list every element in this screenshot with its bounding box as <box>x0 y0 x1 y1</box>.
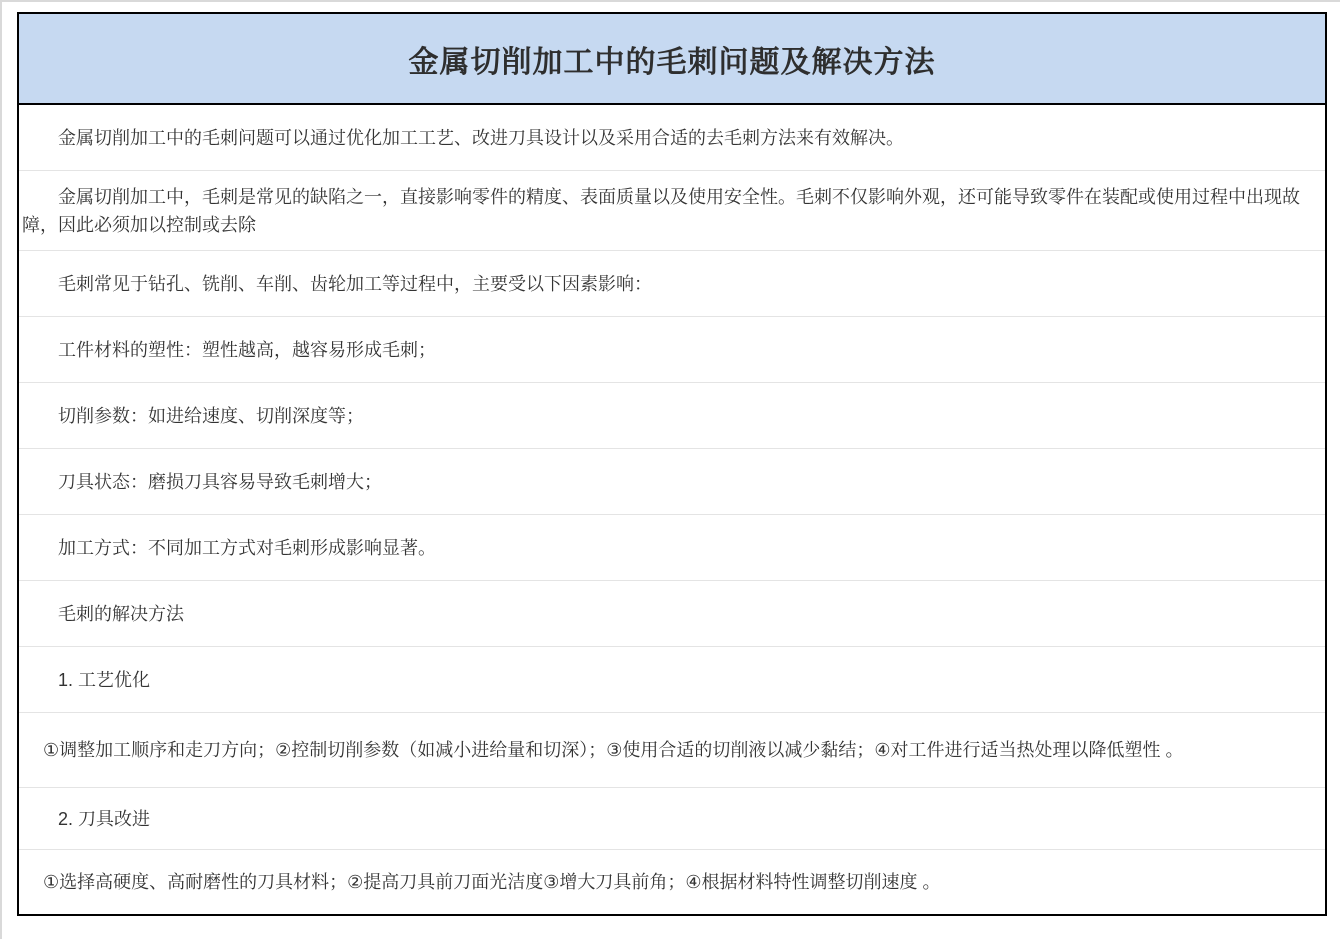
paragraph-text: 加工方式：不同加工方式对毛刺形成影响显著。 <box>58 537 436 558</box>
table-row <box>19 449 1325 515</box>
table-row <box>19 788 1325 850</box>
paragraph-text: 金属切削加工中的毛刺问题可以通过优化加工工艺、改进刀具设计以及采用合适的去毛刺方法来有效解决。 <box>58 127 904 148</box>
paragraph-text: 金属切削加工中，毛刺是常见的缺陷之一，直接影响零件的精度、表面质量以及使用安全性。毛刺不仅影响外观，还可能导致零件在装配或使用过程中出现故障，因此必须加以控制或去除 <box>22 186 1300 235</box>
document-table <box>17 12 1327 916</box>
paragraph-text: ①选择高硬度、高耐磨性的刀具材料；②提高刀具前刀面光洁度③增大刀具前角；④根据材料特性调整切削速度 。 <box>43 872 941 892</box>
paragraph-text: 刀具状态：磨损刀具容易导致毛刺增大； <box>58 471 382 492</box>
table-row <box>19 647 1325 713</box>
paragraph-text: 工件材料的塑性：塑性越高，越容易形成毛刺； <box>58 339 436 360</box>
paragraph-text: 1. 工艺优化 <box>58 669 151 690</box>
table-row <box>19 171 1325 251</box>
paragraph-text: 毛刺的解决方法 <box>58 603 184 624</box>
table-row <box>19 850 1325 914</box>
paragraph-text: 切削参数：如进给速度、切削深度等； <box>58 405 364 426</box>
table-row <box>19 713 1325 788</box>
table-row <box>19 581 1325 647</box>
page-title: 金属切削加工中的毛刺问题及解决方法 <box>408 45 936 79</box>
paragraph-text: 2. 刀具改进 <box>58 808 151 829</box>
table-row <box>19 383 1325 449</box>
paragraph-text: ①调整加工顺序和走刀方向；②控制切削参数（如减小进给量和切深）；③使用合适的切削液以减少黏结；④对工件进行适当热处理以降低塑性 。 <box>43 740 1184 760</box>
table-row <box>19 251 1325 317</box>
table-row <box>19 317 1325 383</box>
paragraph-text: 毛刺常见于钻孔、铣削、车削、齿轮加工等过程中，主要受以下因素影响： <box>58 273 652 294</box>
table-row <box>19 515 1325 581</box>
table-row <box>19 105 1325 171</box>
title-row <box>19 14 1325 105</box>
